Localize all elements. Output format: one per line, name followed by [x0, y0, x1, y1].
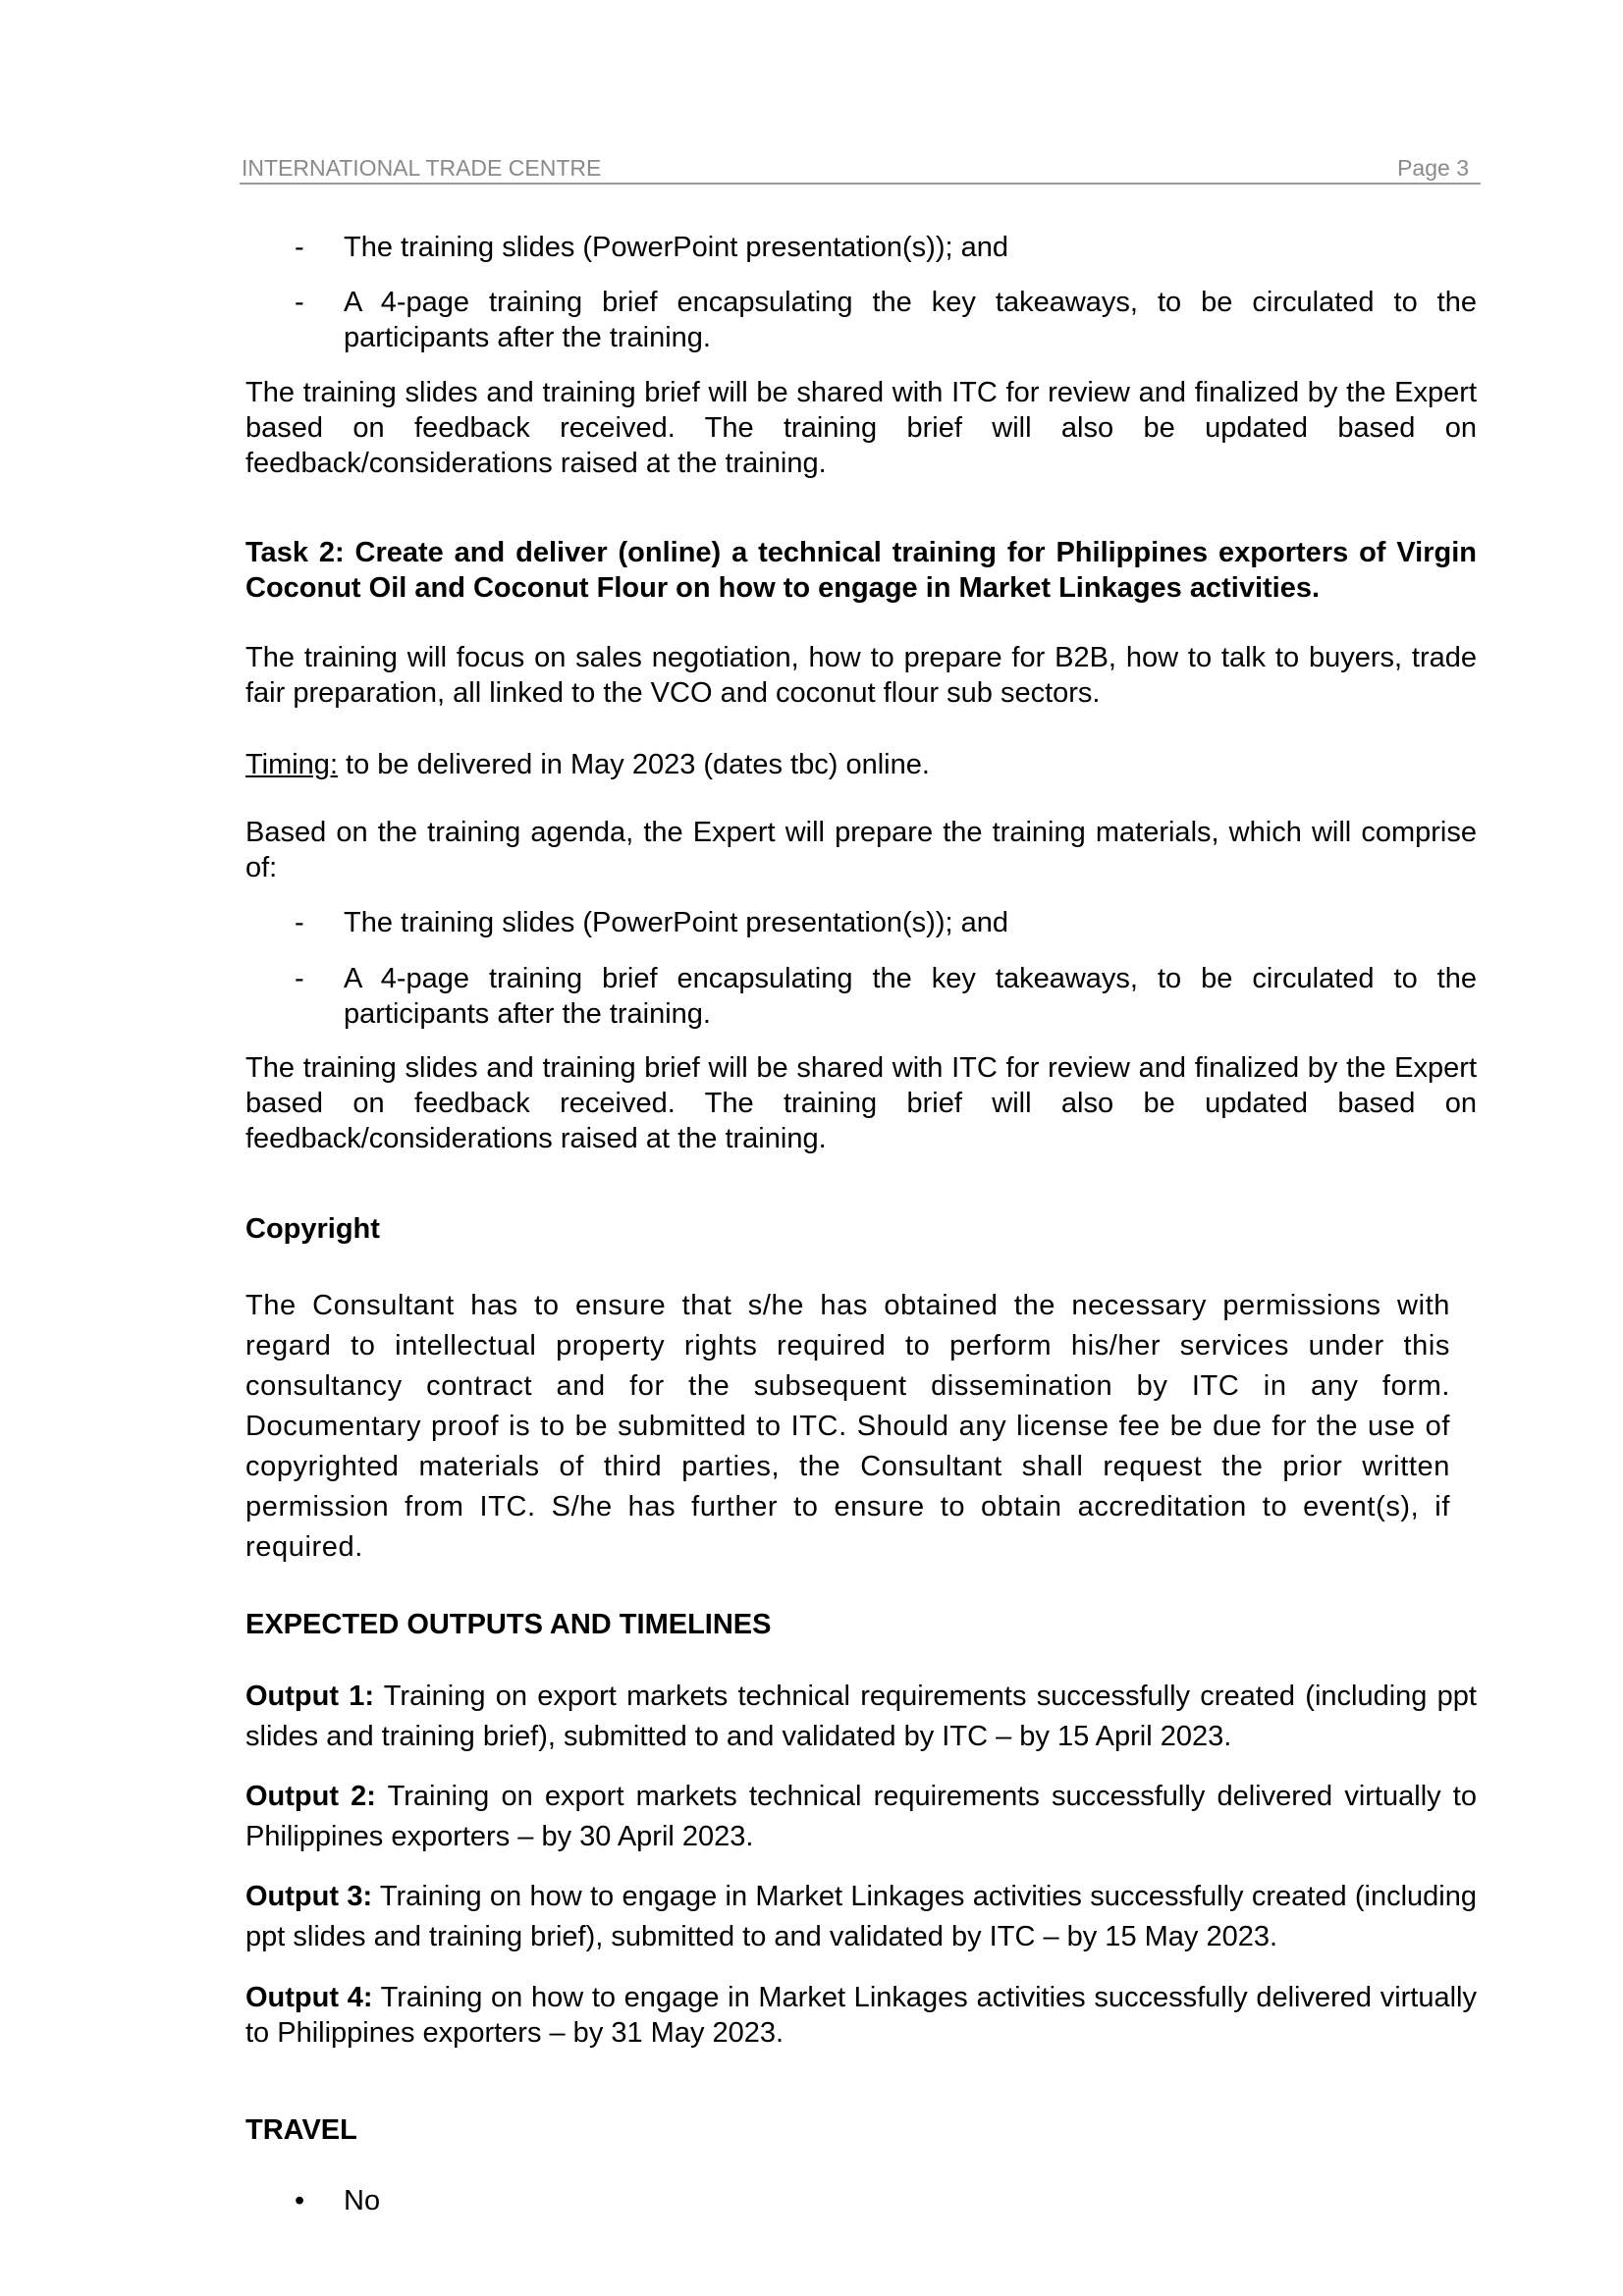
output-text: Training on export markets technical requirements successfully created (including ppt slides and training brief), submitted to and validated by ITC – by 15 April 2023. — [245, 1681, 1477, 1752]
output-text: Training on how to engage in Market Linkages activities successfully delivered virtually to Philippines exporters – by 31 May 2023. — [245, 1982, 1477, 2049]
output-label: Output 1: — [245, 1681, 375, 1712]
task1-bullet-text: A 4-page training brief encapsulating the key takeaways, to be circulated to the participants after the training. — [344, 287, 1477, 353]
output-item — [245, 1777, 1477, 1857]
travel-heading: TRAVEL — [245, 2114, 357, 2146]
dot-bullet-icon: • — [295, 2185, 305, 2216]
task2-heading: Task 2: Create and deliver (online) a technical training for Philippines exporters of Virgin Coconut Oil and Coconut Flour on how to engage in Market Linkages activities. — [245, 537, 1477, 604]
travel-bullet-text: No — [344, 2185, 381, 2216]
travel-bullet-item — [295, 2183, 381, 2218]
output-text: Training on export markets technical requirements successfully delivered virtually to Philippines exporters – by 30 April 2023. — [245, 1781, 1477, 1852]
header-page-number: Page 3 — [1397, 155, 1469, 181]
timing-text: to be delivered in May 2023 (dates tbc) online. — [338, 749, 930, 780]
page-header — [240, 153, 1481, 185]
task1-bullet-text: The training slides (PowerPoint presentation(s)); and — [344, 232, 1008, 263]
dash-bullet: - — [295, 232, 304, 263]
task2-timing-line — [245, 747, 1477, 782]
output-item — [245, 1877, 1477, 1957]
task2-bullet-text: The training slides (PowerPoint presentation(s)); and — [344, 907, 1008, 938]
output-label: Output 2: — [245, 1781, 376, 1812]
output-text: Training on how to engage in Market Linkages activities successfully created (including ppt slides and training brief), submitted to and validated by ITC – by 15 May 2023. — [245, 1881, 1478, 1952]
outputs-heading: EXPECTED OUTPUTS AND TIMELINES — [245, 1609, 772, 1640]
timing-label: Timing: — [245, 749, 338, 780]
output-item — [245, 1677, 1477, 1757]
output-item — [245, 1980, 1477, 2051]
task2-bullet-text: A 4-page training brief encapsulating the key takeaways, to be circulated to the participants after the training. — [344, 963, 1477, 1030]
task2-review-paragraph: The training slides and training brief will be shared with ITC for review and finalized by the Expert based on feedback received. The training brief will also be updated based on feedback/considerations raised at the training. — [245, 1052, 1477, 1154]
task1-review-paragraph: The training slides and training brief will be shared with ITC for review and finalized by the Expert based on feedback received. The training brief will also be updated based on feedback/considerations raised at the training. — [245, 377, 1477, 479]
dash-bullet: - — [295, 907, 304, 938]
dash-bullet: - — [295, 287, 304, 318]
output-label: Output 3: — [245, 1881, 373, 1912]
header-org-name: INTERNATIONAL TRADE CENTRE — [242, 155, 602, 181]
task2-focus-paragraph: The training will focus on sales negotiation, how to prepare for B2B, how to talk to buyers, trade fair preparation, all linked to the VCO and coconut flour sub sectors. — [245, 642, 1477, 709]
dash-bullet: - — [295, 963, 304, 994]
output-label: Output 4: — [245, 1982, 373, 2013]
task2-agenda-paragraph: Based on the training agenda, the Expert will prepare the training materials, which will comprise of: — [245, 817, 1477, 883]
copyright-heading: Copyright — [245, 1213, 380, 1245]
copyright-paragraph: The Consultant has to ensure that s/he has obtained the necessary permissions with regard to intellectual property rights required to perform his/her services under this consultancy contract and for the subsequent dissemination by ITC in any form. Documentary proof is to be submitted to ITC. Should any license fee be due for the use of copyrighted materials of third parties, the Consultant shall request the prior written permission from ITC. S/he has further to ensure to obtain accreditation to event(s), if required. — [245, 1290, 1450, 1563]
